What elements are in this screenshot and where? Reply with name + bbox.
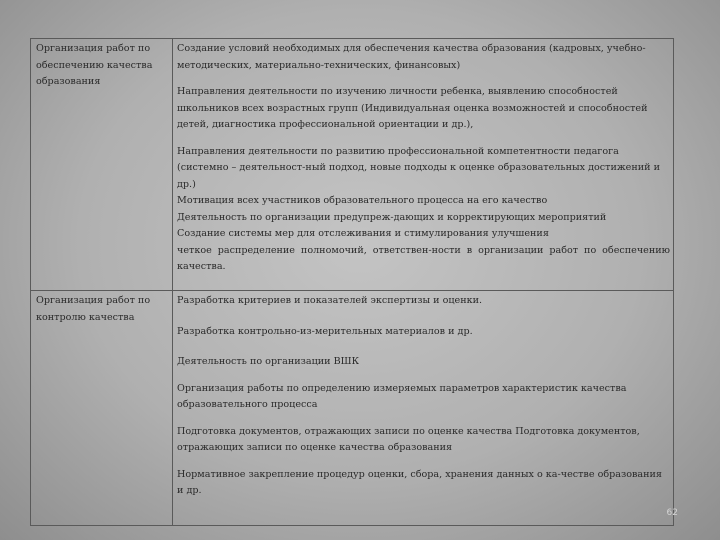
paragraph: четкое распределение полномочий, ответствен-ности в организации работ по обеспечению качества. [177, 244, 670, 272]
paragraph: Нормативное закрепление процедур оценки, сбора, хранения данных о ка-честве образования и др. [177, 468, 662, 496]
paragraph: Создание системы мер для отслеживания и стимулирования улучшения [177, 228, 549, 239]
row-label-quality-assurance: Организация работ по обеспечению качества образования [31, 39, 173, 291]
paragraph: Мотивация всех участников образовательного процесса на его качество [177, 195, 548, 206]
paragraph: Деятельность по организации ВШК [177, 356, 360, 367]
paragraph: Направления деятельности по изучению личности ребенка, выявлению способностей школьников всех возрастных групп (Индивидуальная оценка возможностей и способностей детей, диагностика профессиональной ориентации и др.), [177, 86, 648, 130]
paragraph: Разработка критериев и показателей экспертизы и оценки. [177, 295, 483, 306]
paragraph: Деятельность по организации предупреж-дающих и корректирующих мероприятий [177, 211, 607, 223]
table-row [31, 39, 674, 291]
row-content-quality-control [173, 291, 674, 526]
table-row [31, 291, 674, 526]
paragraph: Организация работы по определению измеряемых параметров характеристик качества образовательного процесса [177, 382, 627, 410]
paragraph: Направления деятельности по развитию профессиональной компетентности педагога (системно – деятельност-ный подход, новые подходы к оценке образовательных достижений и др.) [177, 145, 660, 190]
page-number: 62 [666, 508, 678, 518]
paragraph: Разработка контрольно-из-мерительных материалов и др. [177, 325, 473, 337]
row-content-quality-assurance [173, 39, 674, 291]
paragraph: Создание условий необходимых для обеспечения качества образования (кадровых, учебно-методических, материально-технических, финансовых) [177, 43, 646, 71]
content-table [30, 38, 674, 526]
paragraph: Подготовка документов, отражающих записи по оценке качества Подготовка документов, отражающих записи по оценке качества образования [177, 425, 640, 453]
row-label-quality-control: Организация работ по контролю качества [31, 291, 173, 526]
